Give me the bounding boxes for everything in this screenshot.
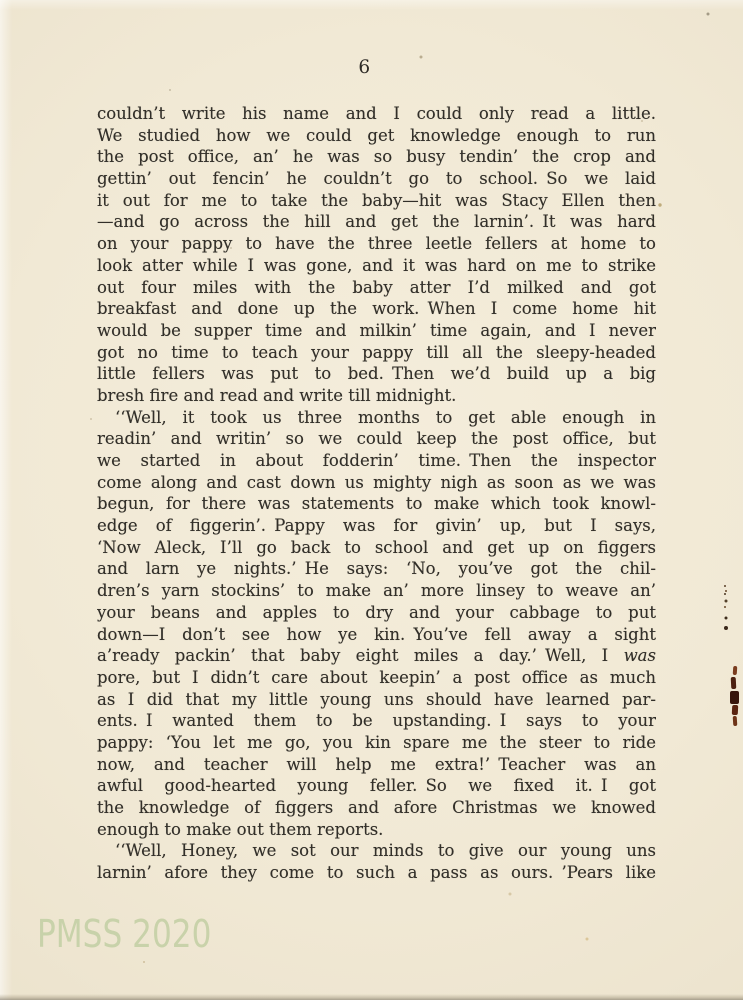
text-line: a’ready packin’ that baby eight miles a day.’ Well, I was: [97, 646, 656, 666]
text-line: readin’ and writin’ so we could keep the post office, but: [97, 429, 656, 449]
text-line: would be supper time and milkin’ time again, and I never: [97, 320, 656, 340]
text-line: ‘‘Well, it took us three months to get able enough in: [115, 407, 656, 427]
text-line: your beans and apples to dry and your cabbage to put: [97, 602, 656, 622]
text-line: gettin’ out fencin’ he couldn’t go to school. So we laid: [97, 169, 656, 189]
text-line: edge of figgerin’. Pappy was for givin’ up, but I says,: [97, 516, 656, 536]
text-line: and larn ye nights.’ He says: ‘No, you’ve got the chil-: [97, 559, 656, 579]
text-line: down—I don’t see how ye kin. You’ve fell away a sight: [97, 624, 656, 644]
text-line: begun, for there was statements to make which took knowl-: [97, 494, 656, 514]
text-line: breakfast and done up the work. When I come home hit: [97, 299, 656, 319]
text-line: —and go across the hill and get the larnin’. It was hard: [97, 212, 656, 232]
page-number: 6: [358, 57, 371, 78]
paper-specks: [0, 0, 2, 2]
text-line: the post office, an’ he was so busy tendin’ the crop and: [97, 147, 656, 167]
text-line: come along and cast down us mighty nigh as soon as we was: [97, 472, 656, 492]
text-line: couldn’t write his name and I could only read a little.: [97, 104, 656, 123]
text-line: ents. I wanted them to be upstanding. I says to your: [97, 711, 656, 731]
text-line: look atter while I was gone, and it was hard on me to strike: [97, 255, 656, 275]
binding-stain: [729, 666, 741, 728]
text-line: pappy: ‘You let me go, you kin spare me the steer to ride: [97, 732, 656, 752]
scan-edge-bottom: [0, 994, 743, 1000]
text-line: as I did that my little young uns should have learned par-: [97, 689, 656, 709]
text-line: got no time to teach your pappy till all the sleepy-headed: [97, 342, 656, 362]
text-line: it out for me to take the baby—hit was Stacy Ellen then: [97, 190, 656, 210]
text-line: we started in about fodderin’ time. Then the inspector: [97, 451, 656, 470]
text-line: We studied how we could get knowledge enough to run: [97, 125, 656, 145]
page-text: [97, 103, 656, 884]
text-line: the knowledge of figgers and afore Christmas we knowed: [97, 798, 656, 817]
scan-edge-left: [0, 0, 12, 1000]
text-line: little fellers was put to bed. Then we’d build up a big: [97, 364, 656, 384]
watermark: PMSS 2020: [37, 912, 212, 956]
text-line: ‘Now Aleck, I’ll go back to school and get up on figgers: [97, 537, 656, 557]
text-line: on your pappy to have the three leetle fellers at home to: [97, 234, 656, 254]
text-line: pore, but I didn’t care about keepin’ a post office as much: [97, 667, 656, 687]
text-line: now, and teacher will help me extra!’ Teacher was an: [97, 754, 656, 774]
margin-ink-dots: [724, 585, 726, 587]
text-line: enough to make out them reports.: [97, 819, 384, 839]
text-line: awful good-hearted young feller. So we fixed it. I got: [97, 776, 656, 796]
text-line: bresh fire and read and write till midnight.: [97, 385, 457, 405]
scan-edge-top: [0, 0, 743, 10]
text-line: out four miles with the baby atter I’d milked and got: [97, 277, 656, 297]
text-line: dren’s yarn stockins’ to make an’ more linsey to weave an’: [97, 581, 656, 601]
text-line: larnin’ afore they come to such a pass as ours. ’Pears like: [97, 863, 656, 883]
text-line: ‘‘Well, Honey, we sot our minds to give our young uns: [115, 841, 656, 861]
